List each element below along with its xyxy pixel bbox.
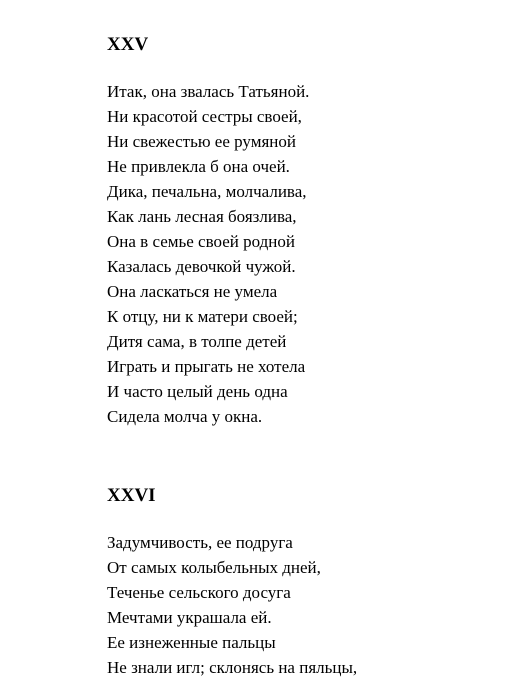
verse-line: Ни красотой сестры своей, [107, 107, 302, 126]
verse-line: От самых колыбельных дней, [107, 558, 321, 577]
verse-line: Не знали игл; склонясь на пяльцы, [107, 658, 358, 677]
stanza-lines [107, 79, 499, 429]
verse-line: Дика, печальна, молчалива, [107, 182, 307, 201]
verse-line: И часто целый день одна [107, 382, 288, 401]
verse-line: Итак, она звалась Татьяной. [107, 82, 310, 101]
verse-line: Казалась девочкой чужой. [107, 257, 296, 276]
verse-line: К отцу, ни к матери своей; [107, 307, 298, 326]
verse-line: Как лань лесная боязлива, [107, 207, 297, 226]
stanza-heading: XXVI [107, 485, 156, 506]
verse-line: Играть и прыгать не хотела [107, 357, 306, 376]
stanza-xxvi [107, 484, 499, 680]
verse-line: Сидела молча у окна. [107, 407, 263, 426]
stanza-heading: XXV [107, 34, 149, 55]
verse-line: Дитя сама, в толпе детей [107, 332, 287, 351]
stanza-lines [107, 530, 499, 680]
verse-line: Теченье сельского досуга [107, 583, 291, 602]
verse-line: Ни свежестью ее румяной [107, 132, 296, 151]
verse-line: Ее изнеженные пальцы [107, 633, 276, 652]
document-page [107, 0, 499, 680]
verse-line: Мечтами украшала ей. [107, 608, 272, 627]
verse-line: Не привлекла б она очей. [107, 157, 290, 176]
verse-line: Задумчивость, ее подруга [107, 533, 293, 552]
verse-line: Она ласкаться не умела [107, 282, 278, 301]
verse-line: Она в семье своей родной [107, 232, 295, 251]
stanza-xxv [107, 33, 499, 429]
